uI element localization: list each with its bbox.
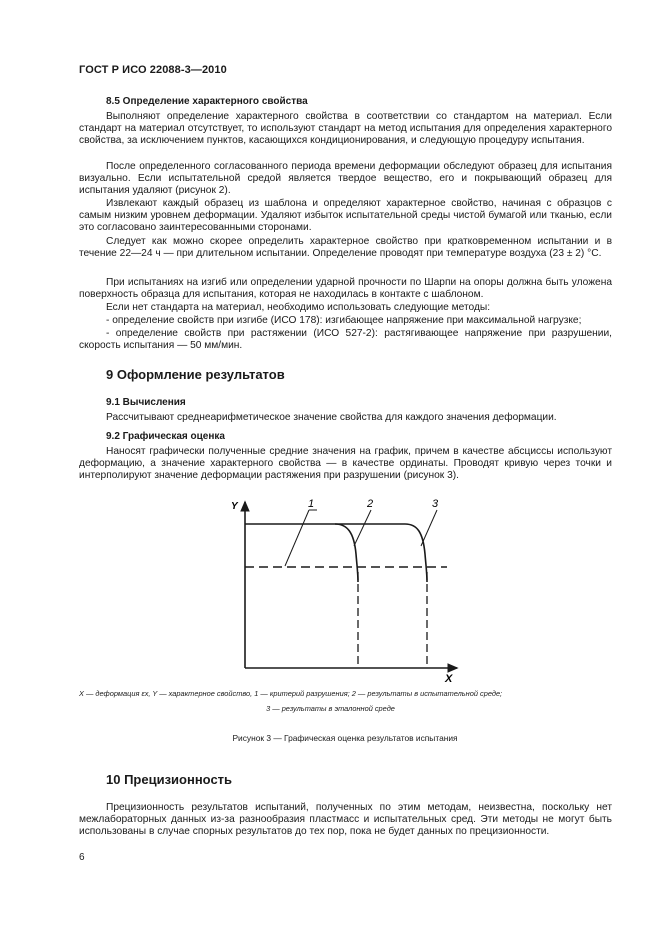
section-9-2-heading: 9.2 Графическая оценка [106,431,225,442]
curve-label-2: 2 [367,498,374,510]
section-9-heading: 9 Оформление результатов [106,367,285,382]
leader-line-1 [285,510,309,566]
list-item: - определение свойств при растяжении (ИСО 527-2): растягивающее напряжение при разрушении, скорость испытания — 50 мм/мин. [79,328,612,352]
paragraph: После определенного согласованного периода времени деформации обследуют образец для испытания визуально. Если испытательной средой является твердое вещество, его и покрывающий образец для испытания удаляют (рисунок 2). [79,161,612,197]
section-10-heading: 10 Прецизионность [106,772,233,787]
paragraph: При испытаниях на изгиб или определении ударной прочности по Шарпи на опоры должна быть уложена поверхность образца для испытания, которая не находилась в контакте с шаблоном. [79,277,612,301]
page-number: 6 [79,852,85,863]
leader-line-2 [354,510,371,546]
curve-test-environment [245,524,358,582]
section-9-1-heading: 9.1 Вычисления [106,397,186,408]
paragraph: Следует как можно скорее определить характерное свойство при кратковременном испытании и в течение 22—24 ч — при длительном испытании. Определение проводят при температуре воздуха (23 ± 2) °C. [79,236,612,260]
x-axis-label: X [445,673,453,684]
paragraph: Рассчитывают среднеарифметическое значение свойства для каждого значения деформации. [106,412,557,423]
leader-line-3 [421,510,437,546]
list-item: - определение свойств при изгибе (ИСО 178): изгибающее напряжение при максимальной нагрузке; [106,315,582,326]
paragraph: Извлекают каждый образец из шаблона и определяют характерное свойство, начиная с образцов с самым низким уровнем деформации. Удаляют избыток испытательной среды чистой бумагой или тканью, если это согласовано заинтересованными сторонами. [79,198,612,234]
paragraph: Прецизионность результатов испытаний, полученных по этим методам, неизвестна, поскольку нет межлабораторных данных из-за разнообразия пластмасс и испытательных сред. Эти методы не могут быть использованы в случае спорных результатов до тех пор, пока не будет данных по прецизионности. [79,802,612,838]
y-axis-label: Y [231,501,238,512]
paragraph: Выполняют определение характерного свойства в соответствии со стандартом на материал. Если стандарт на материал отсутствует, то используют стандарт на метод испытания для определения характерного свойства, за исключением пунктов, касающихся кондиционирования, и следующую процедуру испытания. [79,111,612,147]
section-8-5-heading: 8.5 Определение характерного свойства [106,96,308,107]
document-header: ГОСТ Р ИСО 22088-3—2010 [79,64,227,76]
curve-label-1: 1 [308,498,315,510]
paragraph: Наносят графически полученные средние значения на график, причем в качестве абсциссы используют деформацию, а значение характерного свойства — в качестве ординаты. Проводят кривую через точки и интерполируют значение деформации растяжения при разрушении (рисунок 3). [79,446,612,482]
figure-legend-line-1: X — деформация εx, Y — характерное свойство, 1 — критерий разрушения; 2 — результаты в испытательной среде; [79,689,503,698]
curve-label-3: 3 [432,498,439,510]
figure-caption: Рисунок 3 — Графическая оценка результатов испытания [232,733,458,743]
figure-3-graph [225,494,465,684]
curve-reference-environment [335,524,427,582]
figure-legend-line-2: 3 — результаты в эталонной среде [266,704,395,713]
paragraph: Если нет стандарта на материал, необходимо использовать следующие методы: [106,302,491,313]
